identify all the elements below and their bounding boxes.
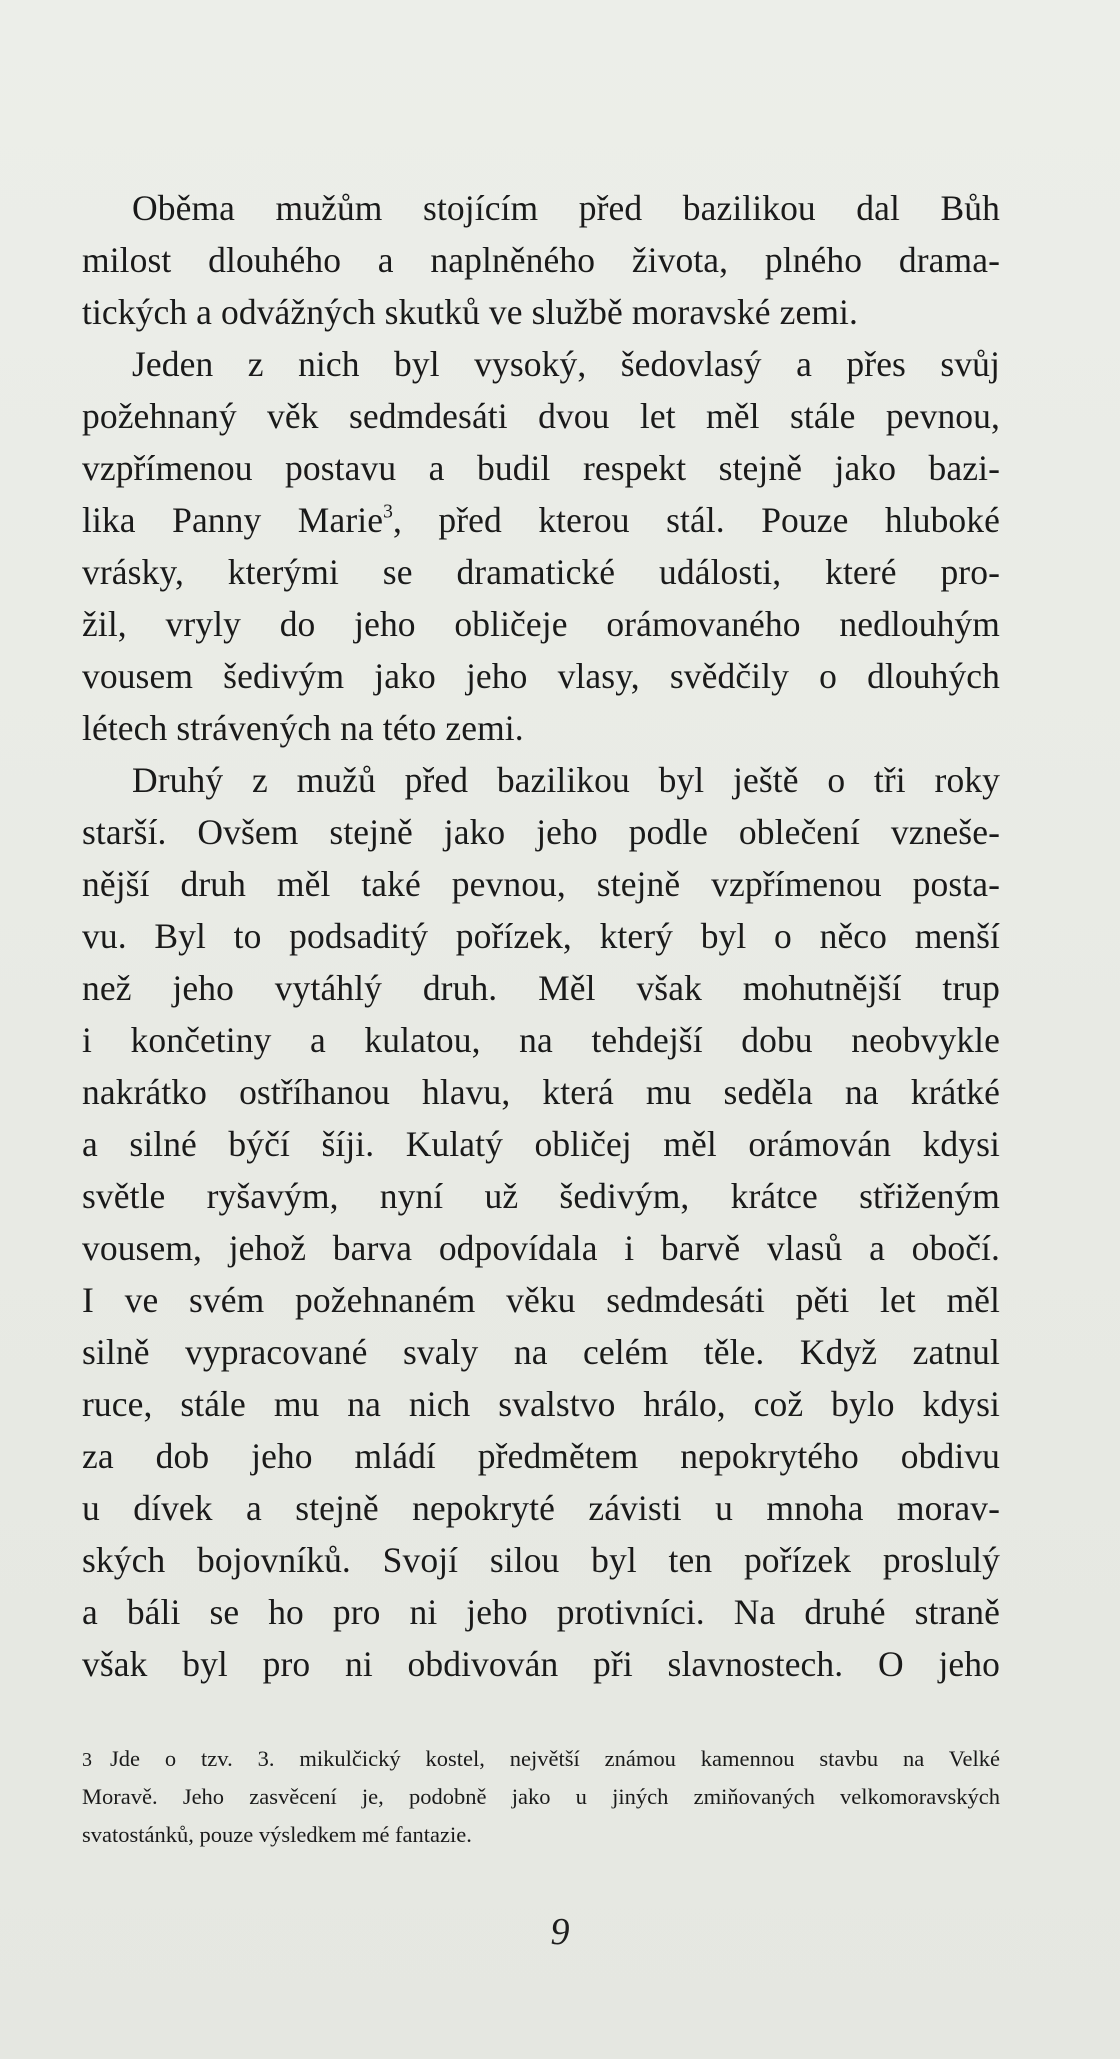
text-line: než jeho vytáhlý druh. Měl však mohutnější trup — [82, 968, 1000, 1008]
text-line: ských bojovníků. Svojí silou byl ten pořízek proslulý — [82, 1540, 1000, 1580]
text-line: nější druh měl také pevnou, stejně vzpřímenou posta- — [82, 864, 1000, 904]
text-line: však byl pro ni obdivován při slavnostech. O jeho — [82, 1644, 1000, 1684]
text-line: Druhý z mužů před bazilikou byl ještě o tři roky — [132, 760, 1000, 800]
text-line: létech strávených na této zemi. — [82, 708, 524, 748]
text-line: starší. Ovšem stejně jako jeho podle oblečení vzneše- — [82, 812, 1000, 852]
text-line: Oběma mužům stojícím před bazilikou dal Bůh — [132, 188, 1000, 228]
text-line: i končetiny a kulatou, na tehdejší dobu neobvykle — [82, 1020, 1000, 1060]
text-line: I ve svém požehnaném věku sedmdesáti pěti let měl — [82, 1280, 1000, 1320]
text-line: žil, vryly do jeho obličeje orámovaného nedlouhým — [82, 604, 1000, 644]
footnote-line: Moravě. Jeho zasvěcení je, podobně jako u jiných zmiňovaných velkomoravských — [82, 1784, 1000, 1809]
text-line: Jeden z nich byl vysoký, šedovlasý a přes svůj — [132, 344, 1000, 384]
text-line: vzpřímenou postavu a budil respekt stejně jako bazi- — [82, 448, 1000, 488]
text-line: ruce, stále mu na nich svalstvo hrálo, což bylo kdysi — [82, 1384, 1000, 1424]
footnote-reference: 3 — [383, 501, 393, 523]
text-line: vousem, jehož barva odpovídala i barvě vlasů a obočí. — [82, 1228, 1000, 1268]
body-text — [82, 182, 1000, 1690]
footnote-text: Jde o tzv. 3. mikulčický kostel, největší známou kamennou stavbu na Velké — [110, 1746, 1000, 1771]
text-line: požehnaný věk sedmdesáti dvou let měl stále pevnou, — [82, 396, 1000, 436]
text-line: světle ryšavým, nyní už šedivým, krátce střiženým — [82, 1176, 1000, 1216]
text-fragment: lika Panny Marie — [82, 500, 384, 540]
text-line: a silné býčí šíji. Kulatý obličej měl orámován kdysi — [82, 1124, 1000, 1164]
text-line: u dívek a stejně nepokryté závisti u mnoha morav- — [82, 1488, 1000, 1528]
text-line: milost dlouhého a naplněného života, plného drama- — [82, 240, 1000, 280]
footnote-line: svatostánků, pouze výsledkem mé fantazie. — [82, 1822, 472, 1847]
text-line: nakrátko ostříhanou hlavu, která mu seděla na krátké — [82, 1072, 1000, 1112]
text-line-with-footnote-ref — [82, 494, 1000, 546]
text-line: tických a odvážných skutků ve službě moravské zemi. — [82, 292, 858, 332]
text-line: vrásky, kterými se dramatické události, které pro- — [82, 552, 1000, 592]
text-line: vu. Byl to podsaditý pořízek, který byl o něco menší — [82, 916, 1000, 956]
text-line: vousem šedivým jako jeho vlasy, svědčily o dlouhých — [82, 656, 1000, 696]
text-line: a báli se ho pro ni jeho protivníci. Na druhé straně — [82, 1592, 1000, 1632]
footnote-mark: 3 — [82, 1749, 92, 1771]
footnote-line — [82, 1740, 1000, 1778]
footnote — [82, 1740, 1000, 1854]
page-number: 9 — [550, 1911, 570, 1953]
text-fragment: , před kterou stál. Pouze hluboké — [392, 500, 1000, 540]
text-line: za dob jeho mládí předmětem nepokrytého obdivu — [82, 1436, 1000, 1476]
text-line: silně vypracované svaly na celém těle. Když zatnul — [82, 1332, 1000, 1372]
